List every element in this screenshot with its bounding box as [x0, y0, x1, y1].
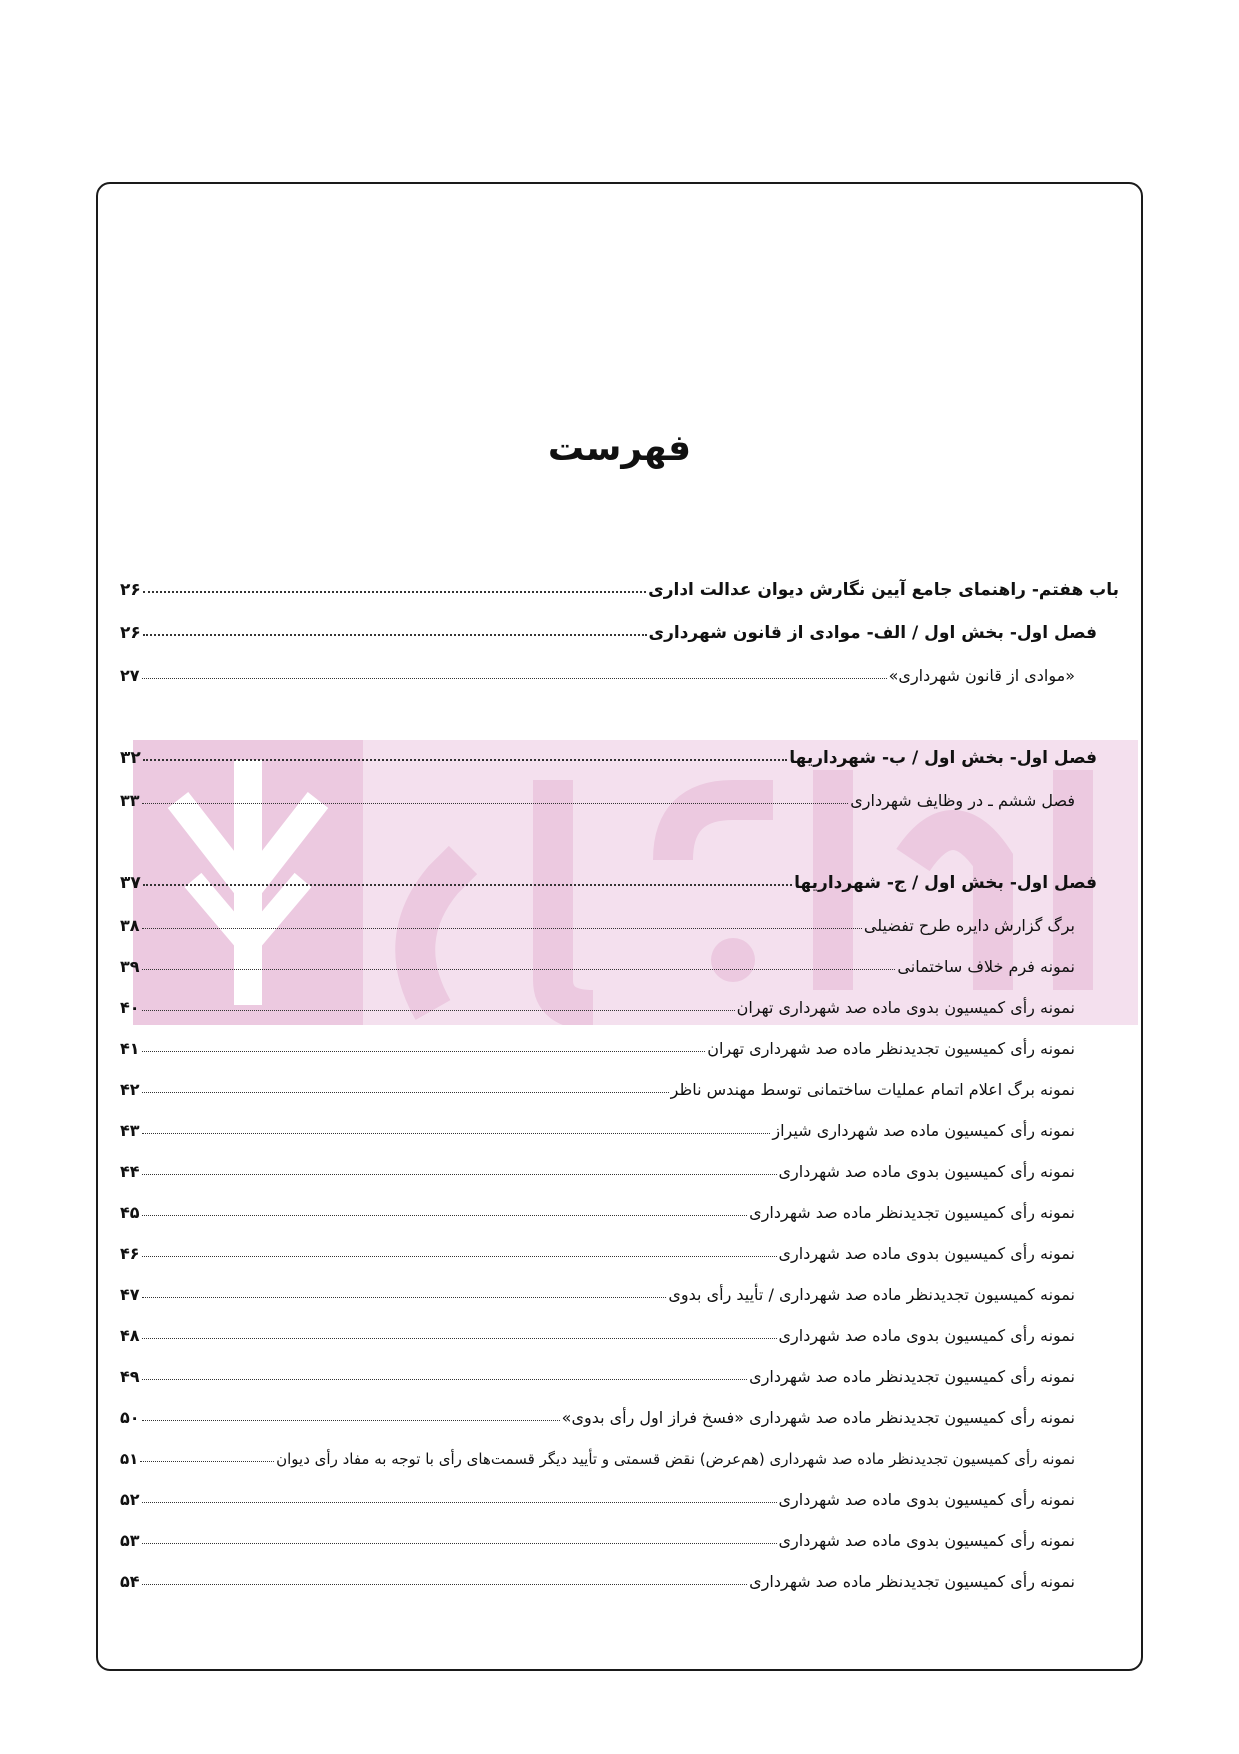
toc-entry-page: ۳۸ [120, 916, 140, 935]
toc-entry [120, 868, 1097, 898]
toc-entry [120, 1157, 1075, 1187]
page-title: فهرست [547, 428, 692, 469]
toc-leader [143, 876, 792, 886]
toc-entry-page: ۴۳ [120, 1121, 140, 1140]
toc-entry-title: باب هفتم- راهنمای جامع آیین نگارش دیوان عدالت اداری [648, 580, 1119, 600]
toc-leader [142, 1494, 777, 1503]
toc-entry [120, 1280, 1075, 1310]
toc-entry-title: فصل اول- بخش اول / ج- شهرداریها [794, 873, 1097, 893]
toc-entry [120, 575, 1119, 605]
toc-entry-page: ۲۷ [120, 666, 140, 685]
toc-entry-page: ۳۹ [120, 957, 140, 976]
toc-entry-title: نمونه رأی کمیسیون بدوی ماده صد شهرداری [778, 1244, 1075, 1263]
toc-leader [142, 1002, 735, 1011]
toc-entry-title: نمونه رأی کمیسیون بدوی ماده صد شهرداری تهران [736, 998, 1075, 1017]
toc-entry-page: ۲۶ [120, 623, 141, 643]
toc-entry-title: نمونه رأی کمیسیون بدوی ماده صد شهرداری [778, 1326, 1075, 1345]
toc-entry-page: ۴۰ [120, 998, 140, 1017]
toc-entry-title: فصل ششم ـ در وظایف شهرداری [850, 791, 1075, 810]
toc-entry-page: ۳۲ [120, 748, 141, 768]
toc-entry-page: ۴۸ [120, 1326, 140, 1345]
toc-leader [142, 1535, 777, 1544]
toc-entry-title: نمونه رأی کمیسیون تجدیدنظر ماده صد شهرداری (هم‌عرض) نقض قسمتی و تأیید دیگر قسمت‌های رأی با توجه به مفاد رأی دیوان [276, 1450, 1075, 1468]
toc-leader [142, 1412, 560, 1421]
toc-leader [142, 1084, 669, 1093]
toc-leader [142, 1371, 748, 1380]
toc-entry-title: فصل اول- بخش اول / ب- شهرداریها [789, 748, 1097, 768]
toc-leader [142, 920, 862, 929]
toc-leader [142, 795, 849, 804]
toc-entry-page: ۴۴ [120, 1162, 140, 1181]
toc-entry-page: ۵۳ [120, 1531, 140, 1550]
toc-entry-title: نمونه رأی کمیسیون بدوی ماده صد شهرداری [778, 1490, 1075, 1509]
toc-leader [140, 1453, 274, 1462]
toc-entry-page: ۵۴ [120, 1572, 140, 1591]
toc-entry [120, 952, 1075, 982]
toc-leader [142, 1330, 777, 1339]
toc-leader [142, 1125, 771, 1134]
toc-entry-page: ۴۶ [120, 1244, 140, 1263]
toc-entry-title: نمونه رأی کمیسیون تجدیدنظر ماده صد شهرداری [749, 1203, 1075, 1222]
toc-entry [120, 1526, 1075, 1556]
toc-entry [120, 1116, 1075, 1146]
toc-entry-page: ۵۰ [120, 1408, 140, 1427]
toc-entry-title: برگ گزارش دایره طرح تفضیلی [863, 916, 1075, 935]
toc-entry [120, 1239, 1075, 1269]
toc-leader [143, 626, 647, 636]
toc-entry-page: ۴۹ [120, 1367, 140, 1386]
toc-entry-page: ۳۳ [120, 791, 140, 810]
toc-entry-title: نمونه رأی کمیسیون تجدیدنظر ماده صد شهرداری «فسخ فراز اول رأی بدوی» [561, 1408, 1075, 1427]
toc-leader [142, 1207, 748, 1216]
toc-entry [120, 661, 1075, 691]
toc-entry-title: نمونه رأی کمیسیون ماده صد شهرداری شیراز [772, 1121, 1075, 1140]
toc-entry-title: نمونه رأی کمیسیون تجدیدنظر ماده صد شهرداری [749, 1367, 1075, 1386]
toc-entry-title: نمونه فرم خلاف ساختمانی [897, 957, 1075, 976]
toc-leader [142, 1043, 706, 1052]
toc-entry [120, 1075, 1075, 1105]
toc-leader [142, 1289, 667, 1298]
toc-entry-title: نمونه رأی کمیسیون تجدیدنظر ماده صد شهرداری تهران [707, 1039, 1075, 1058]
toc-leader [142, 961, 896, 970]
toc-leader [142, 670, 887, 679]
toc-entry-page: ۵۱ [120, 1450, 139, 1468]
toc-entry [120, 786, 1075, 816]
toc-leader [143, 583, 646, 593]
toc-leader [142, 1166, 777, 1175]
toc-entry-page: ۴۵ [120, 1203, 140, 1222]
toc-leader [143, 751, 787, 761]
toc-entry [120, 1403, 1075, 1433]
toc-entry [120, 1198, 1075, 1228]
toc-entry [120, 743, 1097, 773]
toc-entry [120, 1034, 1075, 1064]
toc-entry-page: ۴۱ [120, 1039, 140, 1058]
toc-leader [142, 1576, 748, 1585]
toc-entry [120, 618, 1097, 648]
toc-entry-page: ۳۷ [120, 873, 141, 893]
toc-entry [120, 993, 1075, 1023]
toc-leader [142, 1248, 777, 1257]
toc-entry-page: ۴۷ [120, 1285, 140, 1304]
toc-entry-title: نمونه رأی کمیسیون بدوی ماده صد شهرداری [778, 1531, 1075, 1550]
toc-entry-title: نمونه برگ اعلام اتمام عملیات ساختمانی توسط مهندس ناظر [670, 1080, 1075, 1099]
toc-entry [120, 1362, 1075, 1392]
toc-entry-title: نمونه کمیسیون تجدیدنظر ماده صد شهرداری / تأیید رأی بدوی [668, 1285, 1075, 1304]
toc-entry [120, 911, 1075, 941]
toc-entry [120, 1444, 1075, 1474]
toc-entry-title: فصل اول- بخش اول / الف- موادی از قانون شهرداری [648, 623, 1097, 643]
toc-entry [120, 1485, 1075, 1515]
toc-entry-title: نمونه رأی کمیسیون تجدیدنظر ماده صد شهرداری [749, 1572, 1075, 1591]
toc-entry-page: ۵۲ [120, 1490, 140, 1509]
toc-entry-page: ۴۲ [120, 1080, 140, 1099]
toc-entry [120, 1321, 1075, 1351]
toc-entry-page: ۲۶ [120, 580, 141, 600]
toc-entry [120, 1567, 1075, 1597]
toc-entry-title: «موادی از قانون شهرداری» [888, 666, 1075, 685]
toc-entry-title: نمونه رأی کمیسیون بدوی ماده صد شهرداری [778, 1162, 1075, 1181]
